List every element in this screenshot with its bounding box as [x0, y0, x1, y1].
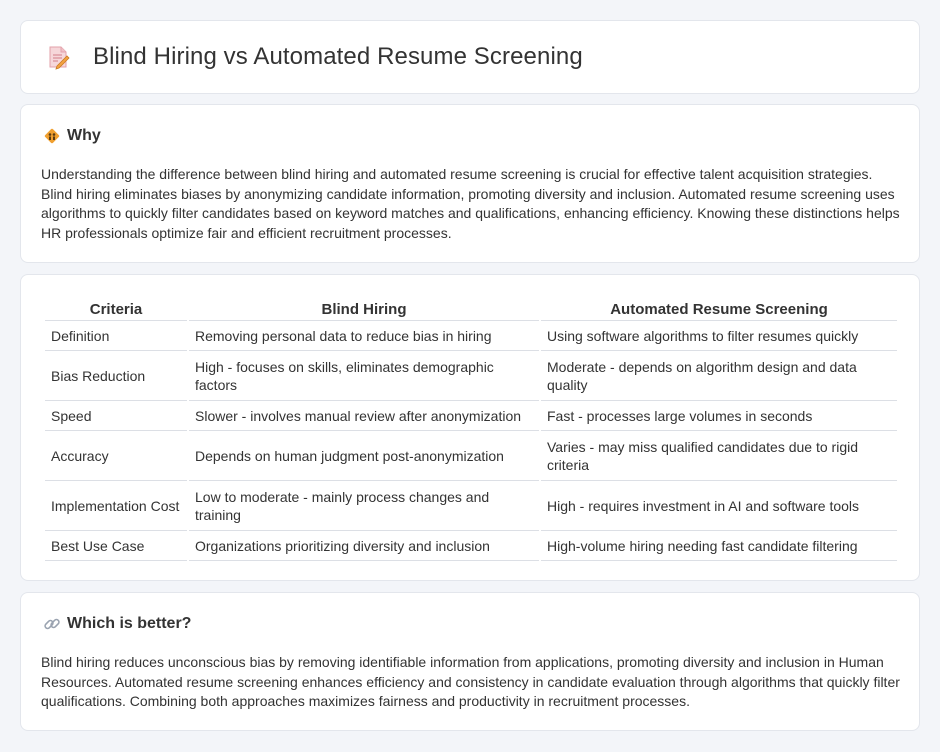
row-blind-hiring: High - focuses on skills, eliminates demographic factors	[189, 351, 539, 401]
table-row	[45, 401, 897, 431]
table-row	[45, 481, 897, 531]
row-automated-screening: Fast - processes large volumes in seconds	[541, 401, 897, 431]
which-better-section	[20, 592, 920, 731]
table-row	[45, 351, 897, 401]
row-criteria: Definition	[45, 321, 187, 351]
row-automated-screening: High-volume hiring needing fast candidate filtering	[541, 531, 897, 561]
document-edit-icon	[45, 44, 71, 70]
row-blind-hiring: Low to moderate - mainly process changes and training	[189, 481, 539, 531]
row-blind-hiring: Organizations prioritizing diversity and inclusion	[189, 531, 539, 561]
row-blind-hiring: Slower - involves manual review after anonymization	[189, 401, 539, 431]
header-blind-hiring: Blind Hiring	[189, 295, 539, 321]
row-blind-hiring: Depends on human judgment post-anonymization	[189, 431, 539, 481]
row-criteria: Best Use Case	[45, 531, 187, 561]
header-criteria: Criteria	[45, 295, 187, 321]
link-icon	[43, 615, 61, 633]
which-better-heading: Which is better?	[67, 615, 192, 632]
why-body: Understanding the difference between blind hiring and automated resume screening is crucial for effective talent acquisition strategies. Blind hiring eliminates biases by anonymizing candidate information, promoting diversity and inclusion. Automated resume screening uses algorithms to quickly filter candidates based on keyword matches and qualifications, enhancing efficiency. Knowing these distinctions helps HR professionals optimize fair and efficient recruitment processes.	[41, 166, 900, 241]
page-title: Blind Hiring vs Automated Resume Screening	[93, 43, 583, 70]
why-section	[20, 104, 920, 263]
which-better-body: Blind hiring reduces unconscious bias by removing identifiable information from applications, promoting diversity and inclusion in Human Resources. Automated resume screening enhances efficiency and consistency in candidate evaluation through algorithms that quickly filter qualifications. Combining both approaches maximizes fairness and productivity in recruitment processes.	[41, 654, 900, 709]
header-automated-screening: Automated Resume Screening	[541, 295, 897, 321]
table-row	[45, 321, 897, 351]
row-blind-hiring: Removing personal data to reduce bias in hiring	[189, 321, 539, 351]
comparison-card	[20, 274, 920, 581]
row-criteria: Bias Reduction	[45, 351, 187, 401]
row-criteria: Speed	[45, 401, 187, 431]
row-criteria: Accuracy	[45, 431, 187, 481]
table-header-row	[45, 295, 897, 321]
road-sign-icon	[43, 127, 61, 145]
why-heading: Why	[67, 127, 101, 144]
row-automated-screening: Varies - may miss qualified candidates due to rigid criteria	[541, 431, 897, 481]
table-row	[45, 531, 897, 561]
row-criteria: Implementation Cost	[45, 481, 187, 531]
comparison-table	[43, 295, 899, 561]
row-automated-screening: Moderate - depends on algorithm design and data quality	[541, 351, 897, 401]
title-card	[20, 20, 920, 94]
table-row	[45, 431, 897, 481]
row-automated-screening: High - requires investment in AI and software tools	[541, 481, 897, 531]
row-automated-screening: Using software algorithms to filter resumes quickly	[541, 321, 897, 351]
